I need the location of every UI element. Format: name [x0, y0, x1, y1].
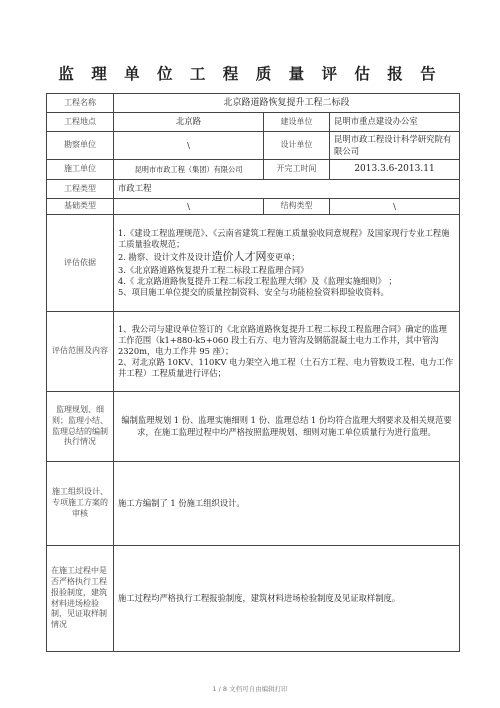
label-project-type: 工程类型 [47, 180, 114, 199]
label-construction-unit: 施工单位 [47, 160, 114, 180]
label-start-end-time: 开完工时间 [264, 160, 330, 180]
row-plan [47, 392, 460, 462]
value-project-name: 北京路道路恢复提升工程二标段 [114, 94, 460, 113]
basis-line-3: 3.《北京路道路恢复提升工程二标段工程监理合同》 [118, 264, 309, 275]
label-org-design: 施工组织设计、专项施工方案的审核 [47, 462, 114, 546]
label-plan: 监理规划、细则；监理小结、监理总结的编制执行情况 [47, 392, 114, 462]
watermark-text: 造价人才网 [211, 249, 267, 263]
label-basis: 评估依据 [47, 215, 114, 312]
scope-line-2: 2、对北京路 10KV、110KV 电力架空入地工程（土石方工程、电力管数设工程、电力工作井工程）工程质量进行评估； [118, 357, 454, 379]
label-scope: 评估范围及内容 [47, 312, 114, 392]
label-inspection: 在施工过程中是否严格执行工程报验制度，建筑材料进场检验制，见证取样制情况 [47, 546, 114, 652]
label-survey-unit: 勘察单位 [47, 132, 114, 160]
row-basis [47, 215, 460, 312]
label-project-location: 工程地点 [47, 113, 114, 132]
label-design-unit: 设计单位 [264, 132, 330, 160]
scope-line-1: 1、我公司与建设单位签订的《北京路道路恢复提升工程二标段工程监理合同》确定的监理工作范围（k1+880-k5+060 段土石方、电力管沟及钢筋混凝土电力工作井，其中管沟 2320m，电力工作井 95 座）； [118, 323, 447, 356]
row-project-location [47, 113, 460, 132]
basis-line-1: 1.《建设工程监理规范》、《云南省建筑工程施工质量验收同意规程》及国家现行专业工程施工质量验收规范； [118, 227, 450, 249]
label-project-name: 工程名称 [47, 94, 114, 113]
value-structure-type: \ [330, 199, 460, 215]
row-scope [47, 312, 460, 392]
value-survey-unit: \ [114, 132, 264, 160]
label-build-unit: 建设单位 [264, 113, 330, 132]
report-title: 监 理 单 位 工 程 质 量 评 估 报 告 [58, 64, 442, 83]
page-footer: 1 / 8 文档可自由编辑打印 [212, 685, 288, 693]
value-design-unit: 昆明市政工程设计科学研究院有限公司 [330, 132, 460, 160]
value-org-design: 施工方编制了 1 份施工组织设计。 [114, 462, 460, 546]
label-foundation-type: 基础类型 [47, 199, 114, 215]
value-start-end-time: 2013.3.6-2013.11 [330, 160, 460, 180]
row-foundation-type [47, 199, 460, 215]
row-survey-unit [47, 132, 460, 160]
value-scope [114, 312, 460, 392]
value-project-type: 市政工程 [114, 180, 460, 199]
label-structure-type: 结构类型 [264, 199, 330, 215]
row-org-design [47, 462, 460, 546]
basis-line-4: 4.《 北京路道路恢复提升工程二标段工程监理大纲》及《监理实施细则》 ； [118, 276, 397, 287]
value-foundation-type: \ [114, 199, 264, 215]
value-inspection: 施工过程均严格执行工程报验制度，建筑材料进场检验制度及见证取样制度。 [114, 546, 460, 652]
row-project-type [47, 180, 460, 199]
basis-line-2: 2. 勘察、设计文件及设计造价人才网变更单； [118, 249, 300, 263]
row-project-name [47, 94, 460, 113]
value-plan: 编制监理规划 1 份、监理实施细则 1 份、监理总结 1 份均符合监理大纲要求及相关规范要求，在施工监理过程中均严格按照监理规划、细则对施工单位质量行为进行监理。 [114, 392, 460, 462]
row-construction-unit [47, 160, 460, 180]
value-project-location: 北京路 [114, 113, 264, 132]
value-construction-unit: 昆明市市政工程（集团）有限公司 [114, 160, 264, 180]
row-inspection [47, 546, 460, 652]
value-basis [114, 215, 460, 312]
basis-line-5: 5、项目施工单位提交的质量控制资料、安全与功能检验资料即验收资料。 [118, 287, 389, 298]
evaluation-form-table [46, 93, 460, 652]
value-build-unit: 昆明市重点建设办公室 [330, 113, 460, 132]
